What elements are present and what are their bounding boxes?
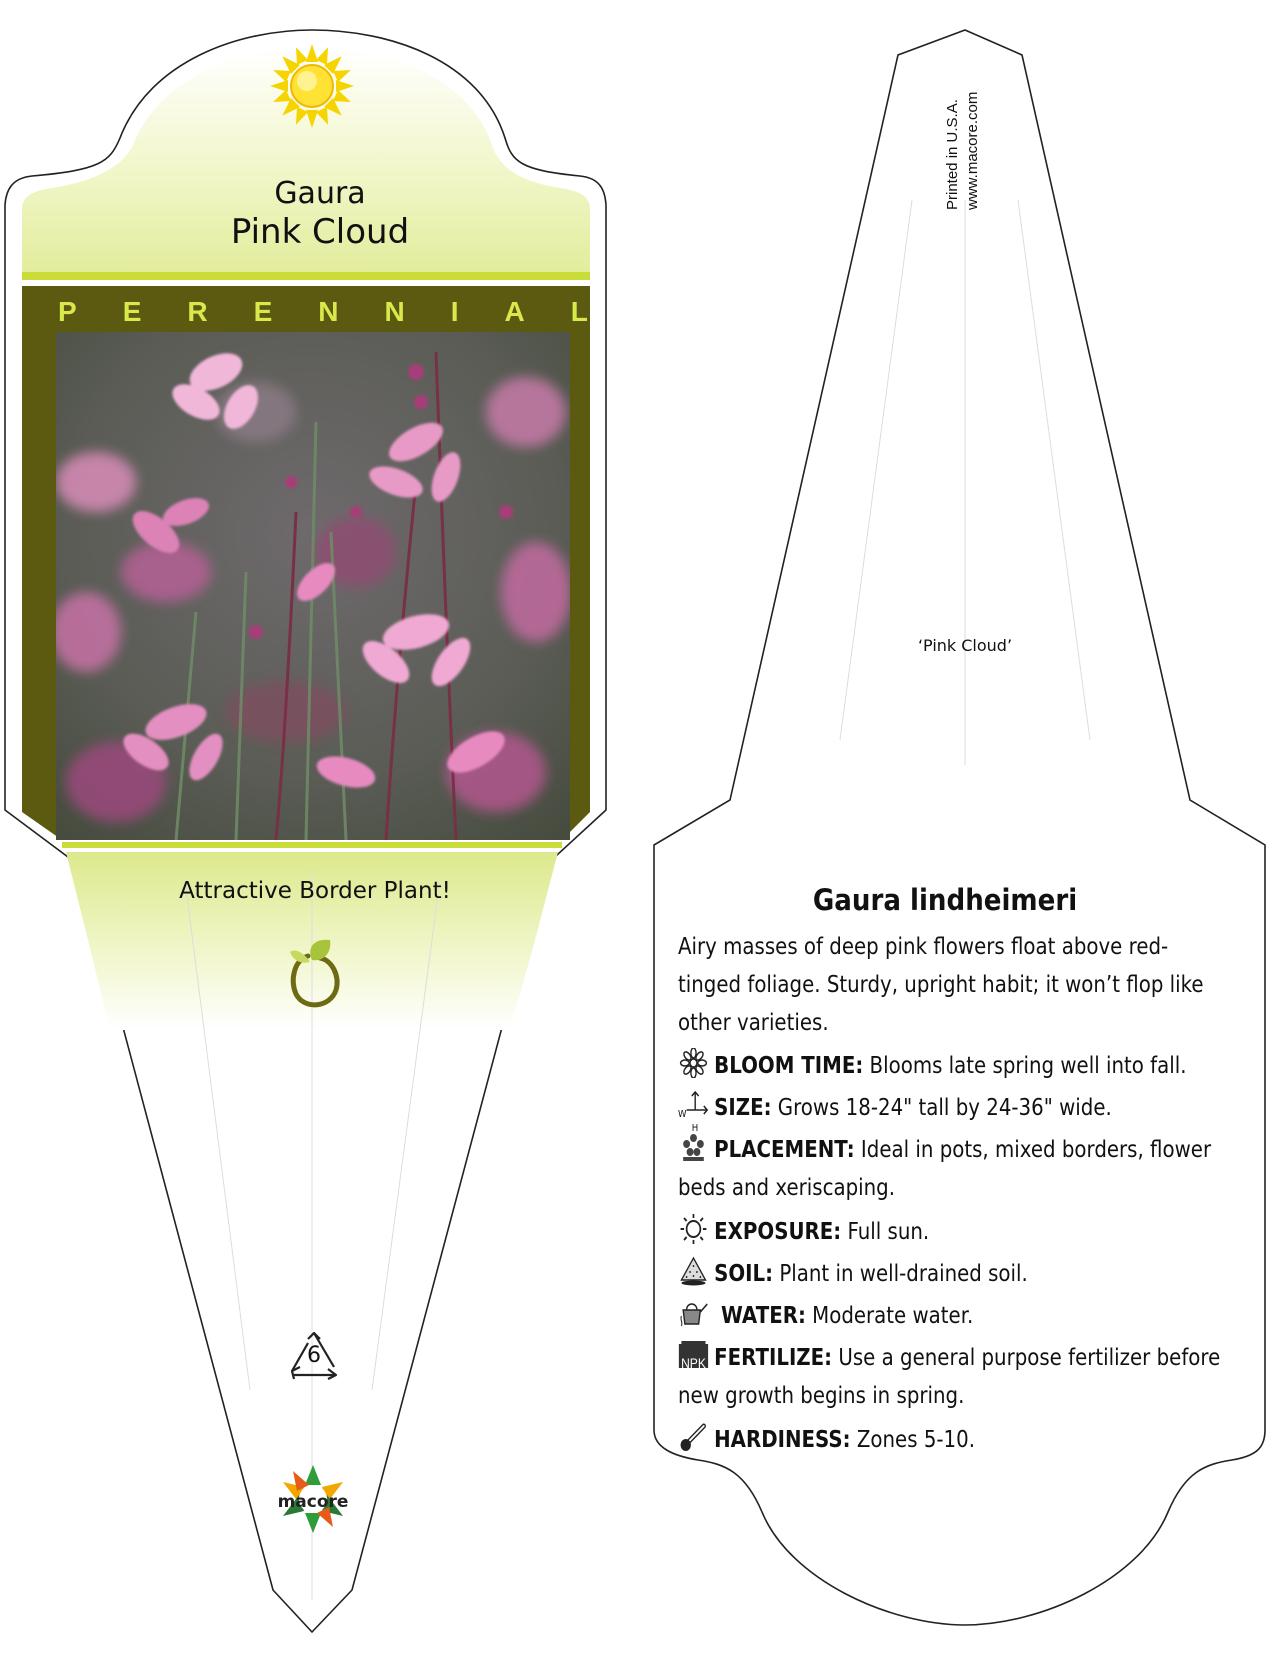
attr-label: FERTILIZE: xyxy=(714,1345,833,1371)
category-letter: A xyxy=(504,296,525,327)
category-label xyxy=(28,296,618,332)
attr-label: BLOOM TIME: xyxy=(714,1053,864,1079)
attr-water xyxy=(678,1297,1237,1335)
attr-label: SOIL: xyxy=(714,1261,774,1287)
flower-icon xyxy=(678,1048,709,1078)
tagline: Attractive Border Plant! xyxy=(179,878,451,904)
size-icon xyxy=(678,1090,709,1134)
cultivar-name: Pink Cloud xyxy=(230,212,410,252)
sun-outline-icon xyxy=(678,1214,709,1244)
plant-description: Airy masses of deep pink flowers float above red-tinged foliage. Sturdy, upright habit; it won’t flop like other varieties. xyxy=(678,934,1204,1036)
attr-label: HARDINESS: xyxy=(714,1427,851,1453)
attr-label: WATER: xyxy=(714,1303,806,1329)
attr-text: Full sun. xyxy=(841,1219,930,1245)
watering-can-icon xyxy=(678,1298,709,1328)
category-letter: R xyxy=(187,296,208,327)
attr-label: PLACEMENT: xyxy=(714,1137,855,1163)
size-w-label: W xyxy=(678,1109,687,1120)
attr-label: EXPOSURE: xyxy=(714,1219,842,1245)
attr-soil xyxy=(678,1255,1237,1293)
cultivar-quote: ‘Pink Cloud’ xyxy=(917,636,1013,655)
attr-bloom-time xyxy=(678,1047,1237,1085)
sprout-icon xyxy=(286,936,342,1010)
attr-size xyxy=(678,1089,1237,1134)
species-name: Gaura lindheimeri xyxy=(812,883,1078,917)
attr-fertilize xyxy=(678,1339,1237,1415)
size-h-label: H xyxy=(691,1123,699,1134)
npk-label: NPK xyxy=(681,1355,706,1371)
website-text: www.macore.com xyxy=(964,91,981,210)
attr-hardiness xyxy=(678,1421,1237,1459)
category-letter: P xyxy=(58,296,77,327)
category-letter: N xyxy=(318,296,339,327)
soil-icon xyxy=(678,1256,709,1286)
attr-label: SIZE: xyxy=(714,1095,772,1121)
attr-exposure xyxy=(678,1213,1237,1251)
genus-name: Gaura xyxy=(274,176,366,211)
attr-text: Zones 5-10. xyxy=(850,1427,975,1453)
attr-text: Blooms late spring well into fall. xyxy=(863,1053,1187,1079)
attr-text: Plant in well-drained soil. xyxy=(773,1261,1028,1287)
attr-text: Use a general purpose fertilizer before new growth begins in spring. xyxy=(678,1345,1221,1409)
attr-placement xyxy=(678,1131,1237,1207)
category-letter: E xyxy=(122,296,142,327)
brand-name: macore xyxy=(277,1492,349,1512)
placement-icon xyxy=(678,1132,709,1162)
category-letter: L xyxy=(570,296,588,327)
attr-text: Ideal in pots, mixed borders, flower beds and xeriscaping. xyxy=(678,1137,1212,1201)
attr-text: Grows 18-24" tall by 24-36" wide. xyxy=(771,1095,1112,1121)
printed-info xyxy=(944,55,981,215)
sun-icon xyxy=(268,42,356,130)
category-letter: E xyxy=(253,296,273,327)
npk-icon xyxy=(678,1340,709,1370)
attr-text: Moderate water. xyxy=(805,1303,974,1329)
printed-in-text: Printed in U.S.A. xyxy=(944,99,961,210)
category-letter: N xyxy=(384,296,405,327)
thermometer-icon xyxy=(678,1422,709,1452)
category-letter: I xyxy=(450,296,459,327)
recycle-number: 6 xyxy=(307,1343,321,1368)
plant-photo xyxy=(56,332,570,840)
